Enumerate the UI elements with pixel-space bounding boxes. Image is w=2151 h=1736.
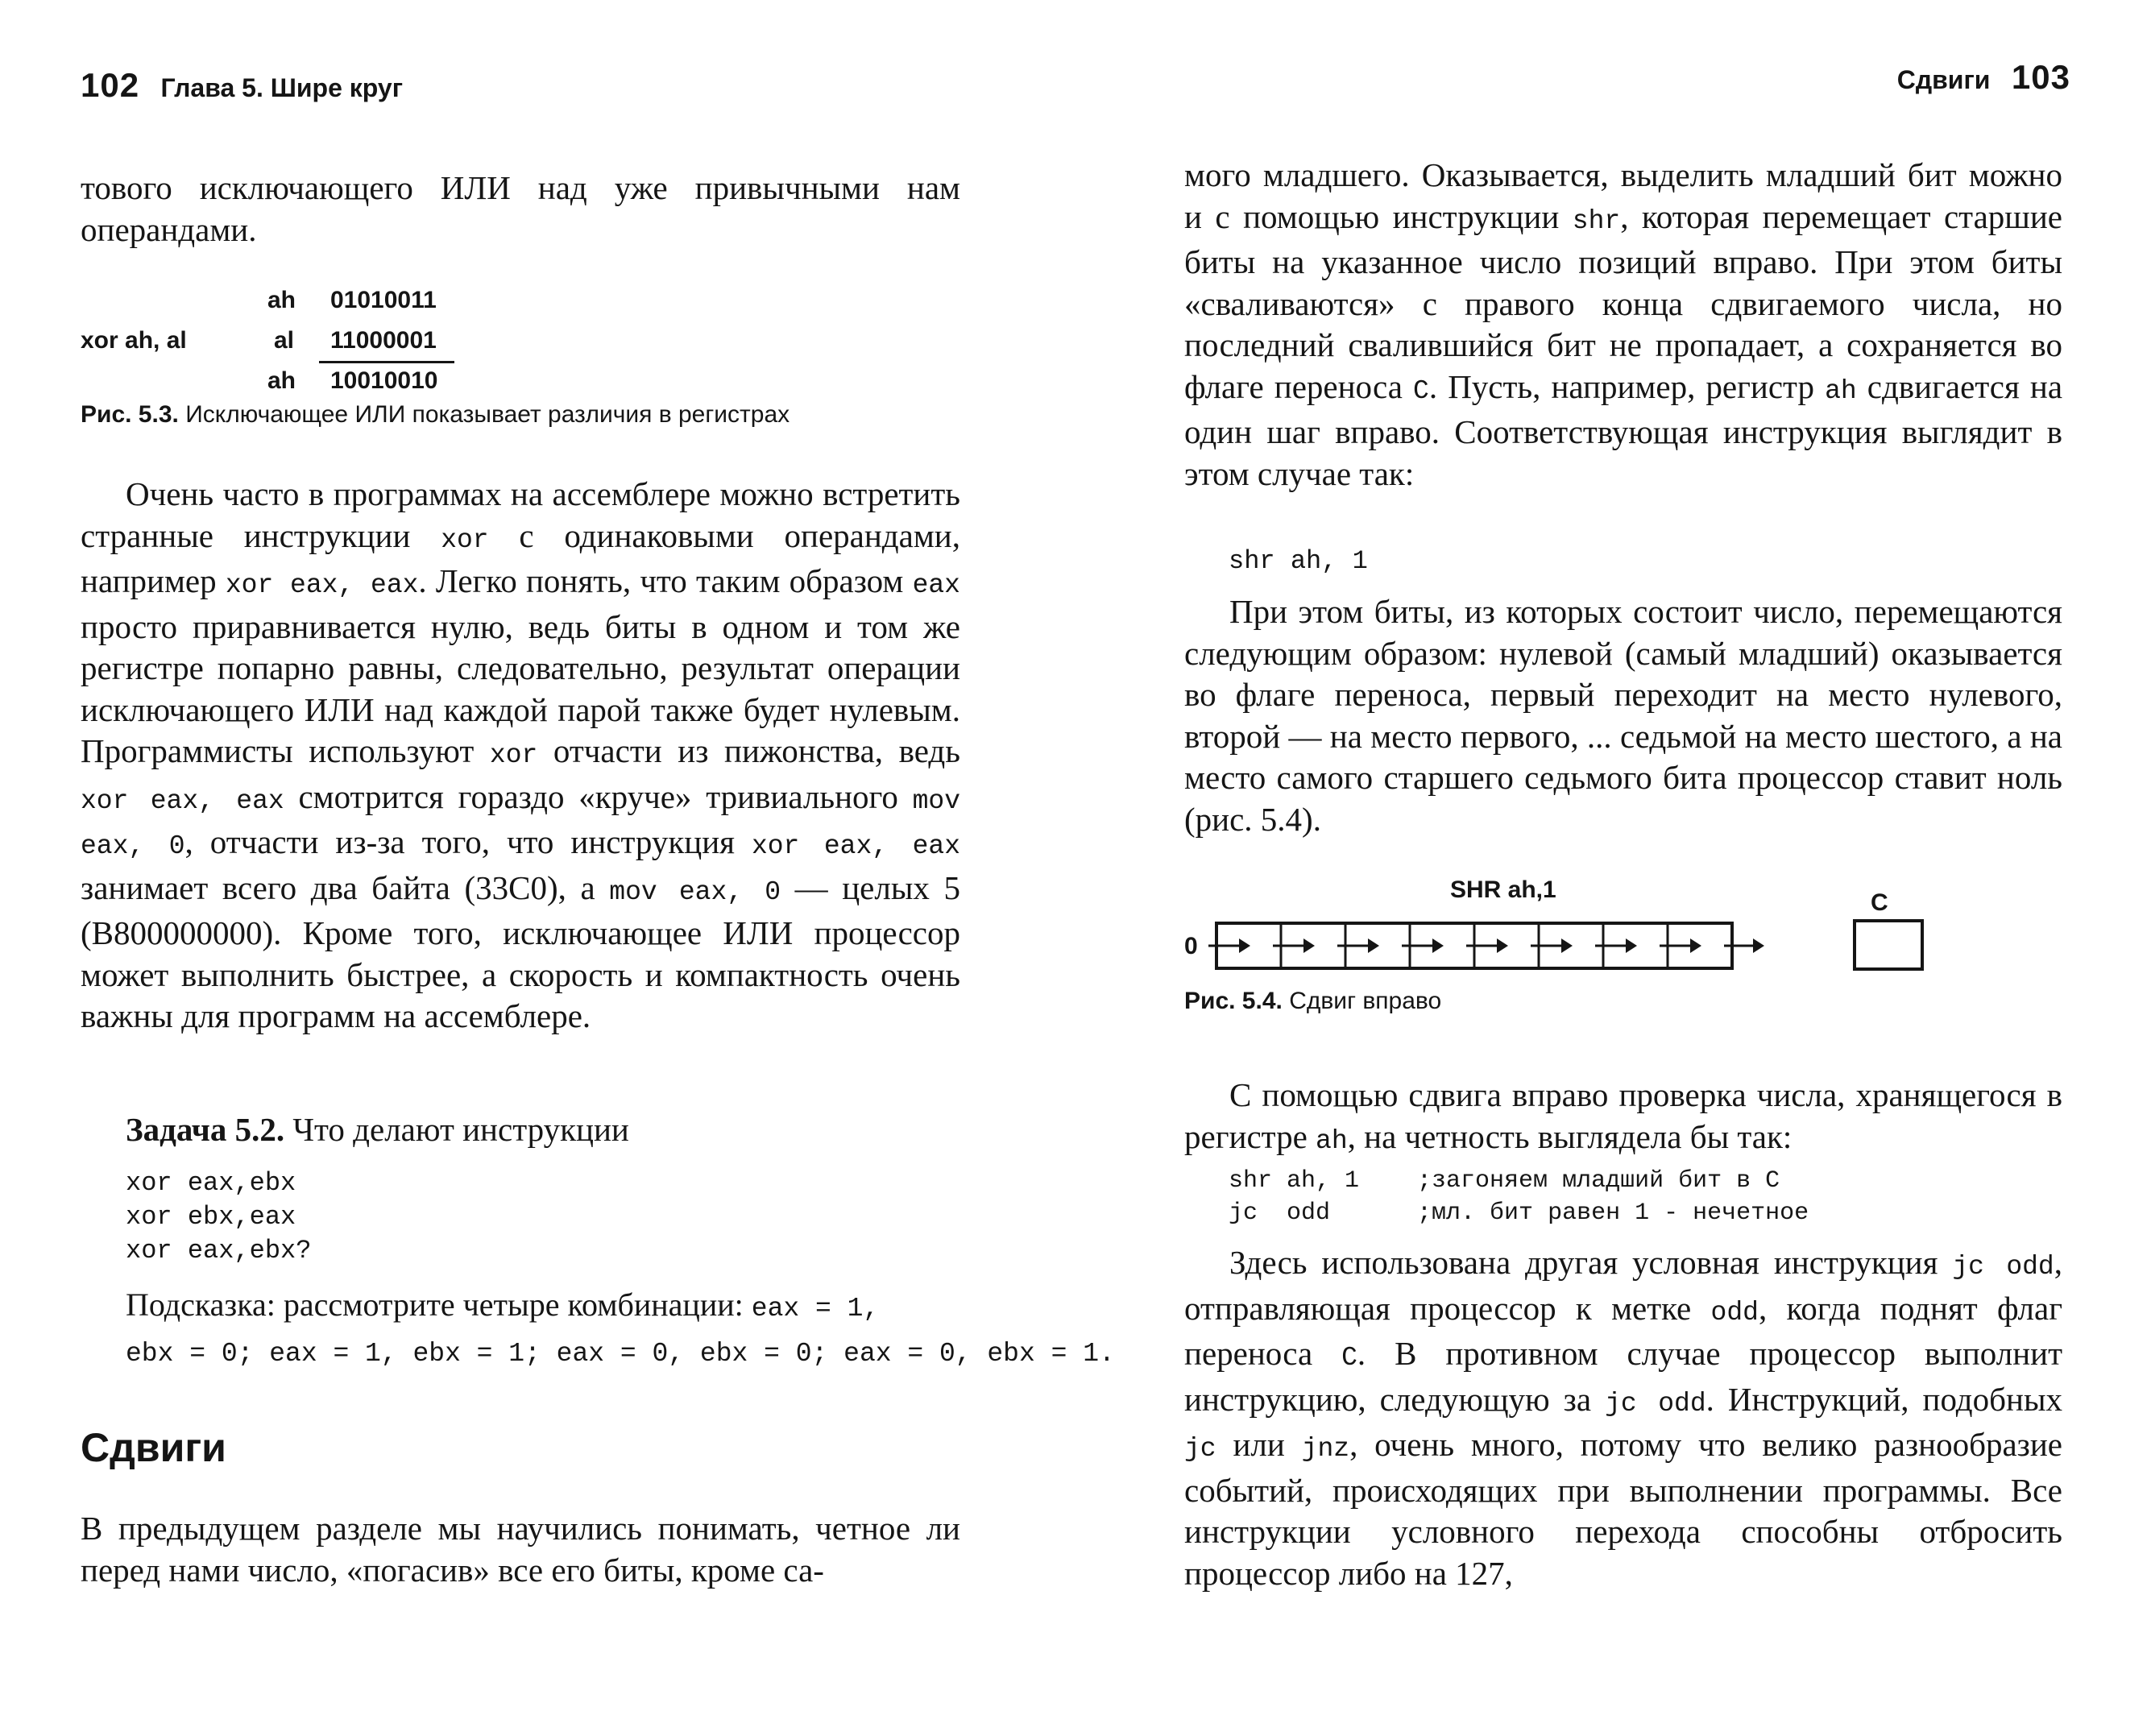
shift-diagram: [1184, 868, 1990, 989]
shift-arrow-head: [1690, 938, 1701, 953]
xor-instruction-label: xor ah, al: [81, 327, 187, 354]
shift-arrow-head: [1497, 938, 1508, 953]
carry-arrow-head: [1753, 938, 1764, 953]
register-value: 11000001: [330, 327, 437, 354]
task-hint: [126, 1284, 1115, 1374]
register-value: 01010011: [330, 287, 437, 313]
section-intro-paragraph: В предыдущем разделе мы научились понимать, четное ли перед нами число, «погасив» все его биты, кроме са-: [81, 1510, 960, 1589]
register-value: 10010010: [330, 367, 438, 394]
figure-5-4: [1184, 868, 1990, 989]
code-shr: shr ah, 1: [1229, 546, 1368, 576]
right-page-header: [1897, 58, 2070, 97]
shift-arrow-head: [1303, 938, 1315, 953]
caption-label: Рис. 5.4.: [1184, 988, 1283, 1014]
caption-label: Рис. 5.3.: [81, 401, 179, 428]
left-running-head: Глава 5. Шире круг: [160, 73, 404, 102]
hint-values: ebx = 0; eax = 1, ebx = 1; eax = 0, ebx = 0; eax = 0, ebx = 1.: [126, 1339, 1115, 1369]
shift-arrow-head: [1432, 938, 1444, 953]
task-text: Что делают инструкции: [292, 1111, 629, 1148]
register-label: ah: [267, 287, 296, 313]
register-label: al: [274, 327, 295, 354]
caption-text: Исключающее ИЛИ показывает различия в регистрах: [185, 401, 790, 428]
figure-5-4-caption: [1184, 988, 1441, 1015]
right-running-head: Сдвиги: [1896, 65, 1991, 94]
intro-paragraph: тового исключающего ИЛИ над уже привычными нам операндами.: [81, 169, 960, 248]
carry-flag-box: [1855, 921, 1922, 969]
jc-paragraph: Здесь использована другая условная инструкция jc odd, отправляющая процессор к метке odd, когда поднят флаг переноса C. В противном случае процессор выполнит инструкцию, следующую за jc odd. Инструкций, подобных jc или jnz, очень много, потому что велико разнообразие событий, происходящих при выполнении программы. Все инструкции условного перехода способны отбросить процессор либо на 127,: [1184, 1244, 2063, 1592]
bits-paragraph: При этом биты, из которых состоит число, перемещаются следующим образом: нулевой (самый младший) оказывается во флаге переноса, первый переходит на место нулевого, второй — на место первого, ... седьмой на место шестого, а на место самого старшего седьмого бита процессор ставит ноль (рис. 5.4).: [1184, 593, 2062, 838]
hint-values: eax = 1,: [751, 1294, 880, 1324]
code-parity-check: shr ah, 1 ;загоняем младший бит в C jc odd ;мл. бит равен 1 - нечетное: [1229, 1167, 1809, 1227]
shr-paragraph: мого младшего. Оказывается, выделить младший бит можно и с помощью инструкции shr, которая перемещает старшие биты на указанное число позиций вправо. При этом биты «сваливаются» с правого конца сдвигаемого числа, но последний свалившийся бит не пропадает, а сохраняется во флаге переноса C. Пусть, например, регистр ah сдвигается на один шаг вправо. Соответствующая инструкция выглядит в этом случае так:: [1184, 156, 2063, 492]
shift-arrow-head: [1239, 938, 1250, 953]
task-label: Задача 5.2.: [126, 1111, 285, 1148]
register-label: ah: [267, 367, 296, 394]
shift-arrow-head: [1561, 938, 1573, 953]
section-heading: Сдвиги: [81, 1425, 226, 1470]
task-code: xor eax,ebx xor ebx,eax xor eax,ebx?: [126, 1168, 312, 1266]
left-page-number: 102: [81, 66, 140, 104]
figure-5-3-caption: [81, 401, 790, 429]
shift-arrow-head: [1626, 938, 1637, 953]
input-zero-label: 0: [1184, 933, 1198, 959]
hint-label: Подсказка: рассмотрите четыре комбинации:: [126, 1286, 752, 1323]
bit-cells: [1208, 923, 1764, 968]
figure-title: SHR ah,1: [1450, 876, 1556, 903]
right-page-number: 103: [2011, 58, 2070, 96]
caption-text: Сдвиг вправо: [1289, 988, 1442, 1014]
left-page-header: [81, 66, 403, 105]
xor-paragraph: Очень часто в программах на ассемблере можно встретить странные инструкции xor с одинаковыми операндами, например xor eax, eax. Легко понять, что таким образом eax просто приравнивается нулю, ведь биты в одном и том же регистре попарно равны, следовательно, результат операции исключающего ИЛИ над каждой парой также будет нулевым. Программисты используют xor отчасти из пижонства, ведь xor eax, eax смотрится гораздо «круче» тривиального mov eax, 0, отчасти из-за того, что инструкция xor eax, eax занимает всего два байта (33C0), а mov eax, 0 — целых 5 (B800000000). Кроме того, исключающее ИЛИ процессор может выполнить быстрее, а скорость и компактность очень важны для программ на ассемблере.: [81, 475, 961, 1034]
carry-label: C: [1871, 889, 1888, 916]
right-page: [1076, 0, 2151, 1736]
parity-paragraph: С помощью сдвига вправо проверка числа, хранящегося в регистре ah, на четность выглядела бы так:: [1184, 1076, 2062, 1156]
shift-arrow-head: [1368, 938, 1379, 953]
sum-line: [319, 361, 454, 363]
task-5-2-title: [126, 1110, 629, 1149]
